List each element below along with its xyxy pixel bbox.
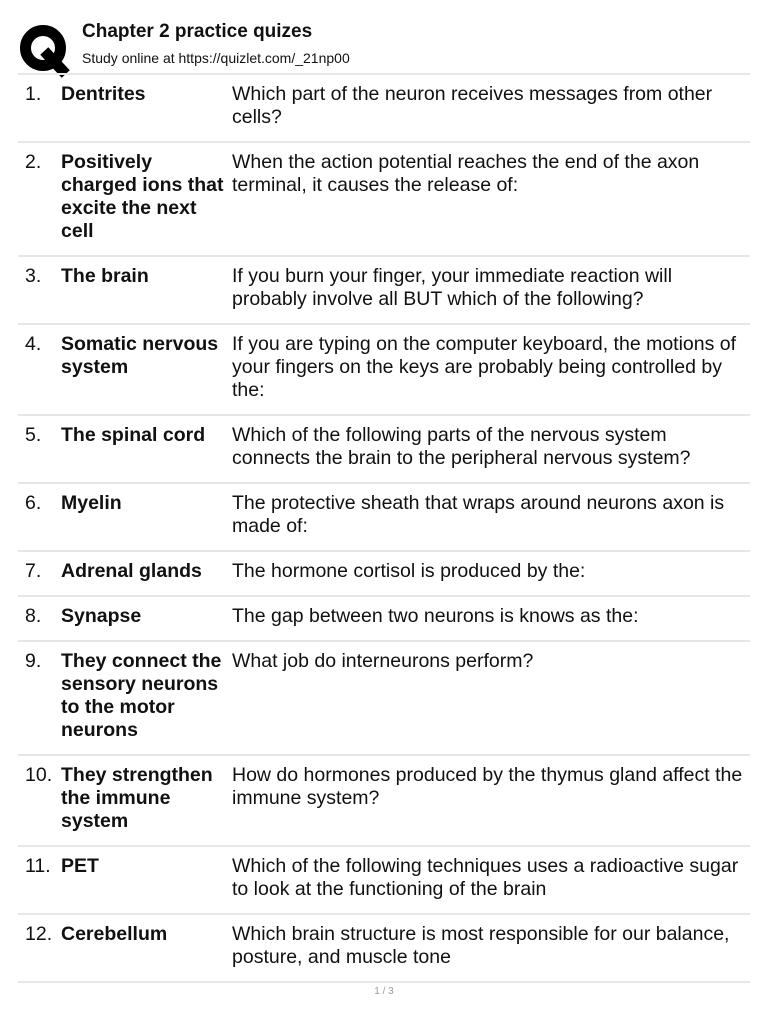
card-definition: If you burn your finger, your immediate reaction will probably involve all BUT which of the following? [232, 265, 673, 310]
card-definition: Which part of the neuron receives messages from other cells? [232, 83, 713, 128]
card-term: PET [61, 855, 99, 877]
card-term: Adrenal glands [61, 560, 202, 582]
card-definition: The hormone cortisol is produced by the: [232, 560, 586, 582]
flashcard-row [18, 847, 750, 915]
study-online-link[interactable]: Study online at https://quizlet.com/_21np00 [82, 50, 350, 66]
card-term: Dentrites [61, 83, 146, 105]
page-number: 1 / 3 [374, 986, 394, 997]
card-definition: How do hormones produced by the thymus gland affect the immune system? [232, 764, 743, 809]
flashcard-row [18, 257, 750, 325]
flashcard-row [18, 143, 750, 257]
card-number: 4. [25, 333, 42, 355]
flashcard-row [18, 756, 750, 847]
card-number: 11. [25, 855, 51, 877]
card-number: 10. [25, 764, 53, 786]
card-number: 5. [25, 424, 42, 446]
flashcard-row [18, 325, 750, 416]
flashcard-row [18, 416, 750, 484]
card-definition: When the action potential reaches the end of the axon terminal, it causes the release of: [232, 151, 700, 196]
card-definition: Which of the following techniques uses a radioactive sugar to look at the functioning of the brain [232, 855, 739, 900]
document-title: Chapter 2 practice quizes [82, 21, 313, 42]
flashcard-row [18, 75, 750, 143]
quizlet-q-logo-icon [18, 22, 74, 78]
card-term: Myelin [61, 492, 122, 514]
card-term: Cerebellum [61, 923, 168, 945]
card-term: Synapse [61, 605, 142, 627]
card-definition: What job do interneurons perform? [232, 650, 534, 672]
card-number: 3. [25, 265, 42, 287]
flashcard-row [18, 642, 750, 756]
card-number: 9. [25, 650, 42, 672]
flashcard-row [18, 552, 750, 597]
card-definition: The gap between two neurons is knows as the: [232, 605, 639, 627]
card-definition: The protective sheath that wraps around neurons axon is made of: [232, 492, 725, 537]
card-definition: If you are typing on the computer keyboard, the motions of your fingers on the keys are probably being controlled by the: [232, 333, 737, 401]
card-number: 6. [25, 492, 42, 514]
card-term: Positively charged ions that excite the next cell [61, 151, 224, 242]
flashcard-row [18, 484, 750, 552]
flashcard-row [18, 915, 750, 983]
flashcard-list [18, 73, 750, 983]
card-number: 1. [25, 83, 42, 105]
card-term: The spinal cord [61, 424, 206, 446]
card-term: They strengthen the immune system [61, 764, 213, 832]
card-definition: Which of the following parts of the nervous system connects the brain to the peripheral nervous system? [232, 424, 691, 469]
card-definition: Which brain structure is most responsible for our balance, posture, and muscle tone [232, 923, 730, 968]
card-term: The brain [61, 265, 149, 287]
card-number: 12. [25, 923, 53, 945]
card-number: 2. [25, 151, 42, 173]
card-number: 7. [25, 560, 42, 582]
flashcard-row [18, 597, 750, 642]
document-header [18, 18, 750, 74]
card-term: They connect the sensory neurons to the motor neurons [61, 650, 222, 741]
card-term: Somatic nervous system [61, 333, 219, 378]
card-number: 8. [25, 605, 42, 627]
